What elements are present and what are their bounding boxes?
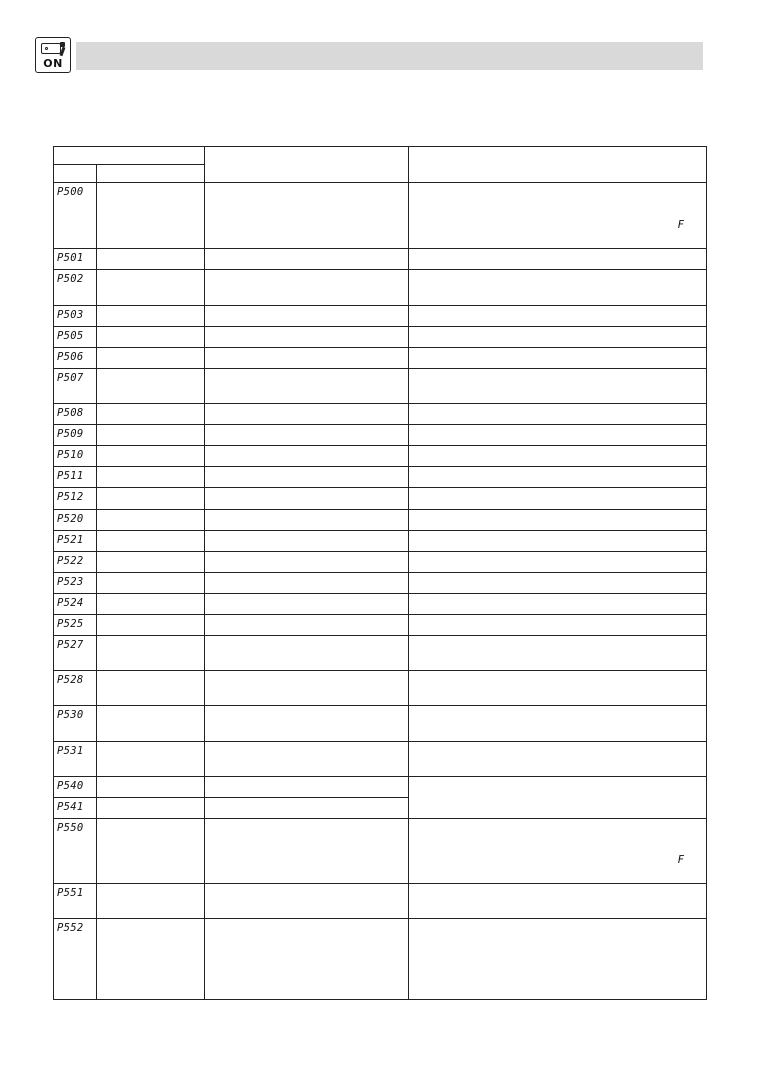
table-row (54, 467, 707, 488)
param-value-cell (205, 183, 409, 249)
param-name-cell (97, 884, 205, 919)
param-value-cell (205, 572, 409, 593)
param-value-cell (205, 671, 409, 706)
param-description-cell (409, 530, 707, 551)
param-code: P500 (57, 186, 84, 198)
table-row (54, 326, 707, 347)
switch-shape (41, 43, 61, 54)
param-code-cell (54, 671, 97, 706)
param-value-cell (205, 270, 409, 305)
table-row (54, 919, 707, 1000)
param-description-cell (409, 467, 707, 488)
param-value-cell (205, 818, 409, 883)
param-code-cell (54, 551, 97, 572)
param-code: P509 (57, 428, 84, 441)
param-code-cell (54, 270, 97, 305)
param-code: P508 (57, 407, 84, 420)
table-row (54, 509, 707, 530)
param-description-cell (409, 326, 707, 347)
param-code: P506 (57, 350, 84, 363)
param-name-cell (97, 425, 205, 446)
param-code: P507 (57, 371, 84, 384)
table-row (54, 488, 707, 509)
param-code-cell (54, 368, 97, 403)
header-cell-col2 (205, 147, 409, 183)
header-cell-code (54, 165, 97, 183)
param-description-cell (409, 425, 707, 446)
param-code-cell (54, 530, 97, 551)
param-name-cell (97, 551, 205, 572)
header-cell-name (97, 165, 205, 183)
param-code: P531 (57, 744, 84, 757)
param-code: P503 (57, 308, 84, 321)
param-name-cell (97, 530, 205, 551)
param-name-cell (97, 404, 205, 425)
param-description-cell (409, 636, 707, 671)
param-name-cell (97, 776, 205, 797)
param-code: P530 (57, 709, 84, 722)
param-code-cell (54, 249, 97, 270)
table-row (54, 551, 707, 572)
param-code: P510 (57, 449, 84, 462)
param-name-cell (97, 305, 205, 326)
param-name-cell (97, 741, 205, 776)
param-description-cell (409, 551, 707, 572)
table-row (54, 776, 707, 797)
param-description-cell (409, 671, 707, 706)
param-value-cell (205, 368, 409, 403)
param-value-cell (205, 249, 409, 270)
table-row (54, 884, 707, 919)
param-code: P528 (57, 674, 84, 687)
param-code: P511 (57, 470, 84, 483)
param-code-cell (54, 183, 97, 249)
param-code-cell (54, 776, 97, 797)
param-value-cell (205, 509, 409, 530)
param-value-cell (205, 467, 409, 488)
param-name-cell (97, 593, 205, 614)
param-code-cell (54, 593, 97, 614)
table-row (54, 183, 707, 249)
param-description-cell (409, 368, 707, 403)
table-row (54, 368, 707, 403)
header-cell-parameter (54, 147, 205, 165)
param-code-cell (54, 919, 97, 1000)
table-row (54, 249, 707, 270)
param-description-cell (409, 614, 707, 635)
param-description-cell (409, 706, 707, 741)
param-value-cell (205, 530, 409, 551)
param-description-cell (409, 509, 707, 530)
param-name-cell (97, 797, 205, 818)
param-value-cell (205, 305, 409, 326)
param-code-cell (54, 305, 97, 326)
param-code: P505 (57, 329, 84, 342)
power-on-icon (35, 37, 71, 73)
param-code-cell (54, 509, 97, 530)
section-header-bar (76, 42, 703, 70)
param-description-cell (409, 404, 707, 425)
param-name-cell (97, 446, 205, 467)
param-value-cell (205, 404, 409, 425)
param-description-cell (409, 572, 707, 593)
param-description-cell (409, 347, 707, 368)
param-value-cell (205, 425, 409, 446)
param-description-cell (409, 884, 707, 919)
param-name-cell (97, 614, 205, 635)
table-row (54, 270, 707, 305)
param-value-cell (205, 326, 409, 347)
param-value-cell (205, 706, 409, 741)
table-row (54, 636, 707, 671)
param-name-cell (97, 572, 205, 593)
param-code-cell (54, 741, 97, 776)
parameter-rows (54, 183, 707, 1000)
param-description-cell (409, 183, 707, 249)
param-description-cell (409, 776, 707, 818)
param-code: P512 (57, 491, 84, 504)
param-code: P527 (57, 639, 84, 652)
param-name-cell (97, 183, 205, 249)
table-row (54, 572, 707, 593)
param-description-cell (409, 741, 707, 776)
param-code: P525 (57, 617, 84, 630)
param-description-cell (409, 593, 707, 614)
param-code: P540 (57, 779, 84, 792)
param-value-cell (205, 593, 409, 614)
param-name-cell (97, 488, 205, 509)
table-row (54, 347, 707, 368)
param-name-cell (97, 347, 205, 368)
param-name-cell (97, 270, 205, 305)
param-code-cell (54, 467, 97, 488)
param-description-cell (409, 919, 707, 1000)
param-code: P552 (57, 922, 84, 935)
param-description-cell (409, 488, 707, 509)
param-value-cell (205, 347, 409, 368)
on-label: ON (43, 57, 63, 70)
param-code-cell (54, 636, 97, 671)
param-value-cell (205, 614, 409, 635)
table-row (54, 593, 707, 614)
param-description-cell (409, 270, 707, 305)
param-code-cell (54, 347, 97, 368)
table-row (54, 404, 707, 425)
param-description-cell (409, 305, 707, 326)
parameter-table (53, 146, 707, 1000)
param-name-cell (97, 509, 205, 530)
table-row (54, 446, 707, 467)
table-row (54, 671, 707, 706)
param-name-cell (97, 467, 205, 488)
param-code: P521 (57, 533, 84, 546)
param-value-cell (205, 741, 409, 776)
table-row (54, 530, 707, 551)
param-code-cell (54, 884, 97, 919)
table-row (54, 818, 707, 883)
param-code: P550 (57, 821, 84, 834)
param-value-cell (205, 488, 409, 509)
param-value-cell (205, 776, 409, 797)
header-cell-col3 (409, 147, 707, 183)
param-name-cell (97, 919, 205, 1000)
param-name-cell (97, 636, 205, 671)
param-name-cell (97, 249, 205, 270)
param-name-cell (97, 326, 205, 347)
param-code: P551 (57, 887, 84, 900)
param-code: P541 (57, 800, 84, 813)
param-description-cell (409, 249, 707, 270)
param-code-cell (54, 446, 97, 467)
param-value-cell (205, 884, 409, 919)
param-name-cell (97, 706, 205, 741)
param-name-cell (97, 671, 205, 706)
param-name-cell (97, 368, 205, 403)
param-code: P522 (57, 554, 84, 567)
param-code: P501 (57, 252, 84, 265)
param-code: P520 (57, 512, 84, 525)
table-row (54, 741, 707, 776)
param-value-cell (205, 919, 409, 1000)
param-description-cell (409, 446, 707, 467)
table-row (54, 305, 707, 326)
param-value-cell (205, 446, 409, 467)
param-code-cell (54, 706, 97, 741)
param-code-cell (54, 572, 97, 593)
param-code-cell (54, 488, 97, 509)
param-code-cell (54, 425, 97, 446)
param-value-cell (205, 636, 409, 671)
param-value-cell (205, 551, 409, 572)
param-name-cell (97, 818, 205, 883)
param-description-cell (409, 818, 707, 883)
param-code: P502 (57, 273, 84, 286)
unit-label: F (677, 853, 684, 866)
param-code-cell (54, 614, 97, 635)
param-code-cell (54, 797, 97, 818)
param-code-cell (54, 326, 97, 347)
unit-label: F (677, 219, 684, 231)
param-value-cell (205, 797, 409, 818)
param-code: P523 (57, 575, 84, 588)
table-row (54, 425, 707, 446)
param-code-cell (54, 404, 97, 425)
param-code: P524 (57, 596, 84, 609)
table-row (54, 706, 707, 741)
table-row (54, 614, 707, 635)
param-code-cell (54, 818, 97, 883)
